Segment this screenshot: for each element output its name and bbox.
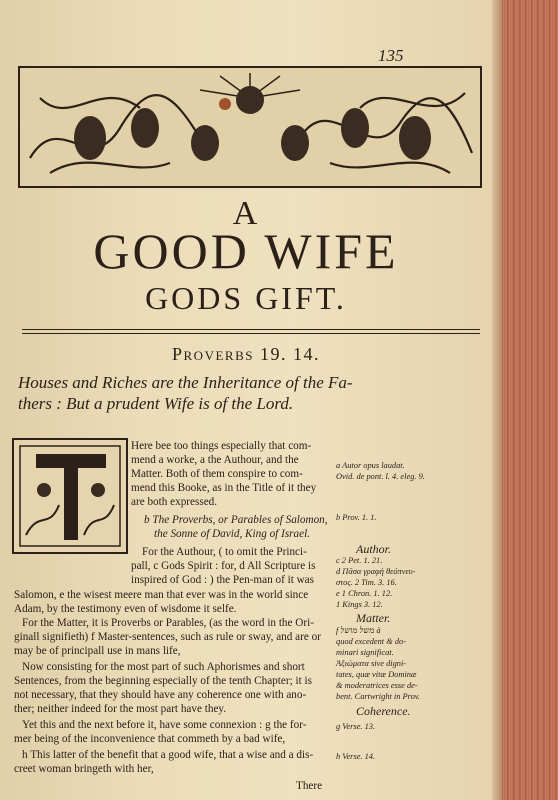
body-line: ther; neither indeed for the most part have they. <box>14 703 227 715</box>
body-line: mer being of the inconvenience that commeth by a bad wife, <box>14 733 286 745</box>
body-line: ginall signifieth) f Master-sentences, such as rule or sway, and are or <box>14 631 321 643</box>
margin-note: b Prov. 1. 1. <box>336 513 377 522</box>
body-line: Here bee too things especially that com- <box>131 440 312 452</box>
body-line: may be of principall use in mans life, <box>14 645 181 657</box>
body-line: pall, c Gods Spirit : for, d All Scripture is <box>131 560 316 572</box>
margin-head-author: Author. <box>356 542 392 556</box>
margin-note: g Verse. 13. <box>336 722 376 731</box>
body-line: mend a worke, a the Authour, and the <box>131 454 299 466</box>
margin-head-coherence: Coherence. <box>356 704 411 718</box>
body-line: not necessary, that they should have any coherence one with ano- <box>14 689 307 701</box>
margin-note: f משל מושל à <box>336 626 381 635</box>
margin-note: h Verse. 14. <box>336 752 376 761</box>
title-rule <box>22 329 480 330</box>
body-line: are both expressed. <box>131 496 218 508</box>
body-line: h This latter of the benefit that a good wife, that a wise and a dis- <box>22 749 314 761</box>
body-line: the Sonne of David, King of Israel. <box>154 528 310 540</box>
body-line: Adam, by the testimony even of wisdome it selfe. <box>14 603 237 615</box>
decorated-initial-T-icon <box>12 438 128 554</box>
margin-note: στος. 2 Tim. 3. 16. <box>336 578 397 587</box>
margin-note: e 1 Chron. 1. 12. <box>336 589 393 598</box>
text-heading: Proverbs 19. 14. <box>172 344 320 364</box>
margin-note: tates, quæ vitæ Dominæ <box>336 670 417 679</box>
margin-note: Ἀξιώματα sive digni- <box>336 659 407 668</box>
margin-note: & moderatrices esse de- <box>336 681 418 690</box>
margin-note: d Πᾶσα γραφὴ θεόπνευ- <box>336 567 416 576</box>
scripture-verse <box>18 372 478 414</box>
margin-note: 1 Kings 3. 12. <box>336 600 383 609</box>
body-line: creet woman bringeth with her, <box>14 763 154 775</box>
verse-line: Houses and Riches are the Inheritance of the Fa- <box>18 373 353 392</box>
body-line: Salomon, e the wisest meere man that ever was in the world since <box>14 589 309 601</box>
title-line-2: GODS GIFT. <box>145 280 347 316</box>
body-line: Sentences, from the beginning especially of the tenth Chapter; it is <box>14 675 312 687</box>
margin-head-matter: Matter. <box>356 611 391 625</box>
verse-line: thers : But a prudent Wife is of the Lord. <box>18 394 294 413</box>
margin-note: minari significat. <box>336 648 394 657</box>
body-line: For the Authour, ( to omit the Princi- <box>142 546 307 558</box>
margin-note: bent. Cartwright in Prov. <box>336 692 420 701</box>
title-article: A <box>232 195 260 232</box>
woodcut-headpiece-icon <box>18 66 482 188</box>
title-line-1: GOOD WIFE <box>93 223 399 279</box>
book-page-edge <box>492 0 558 800</box>
body-line: Yet this and the next before it, have some connexion : g the for- <box>22 719 307 731</box>
margin-note: Ovid. de pont. l. 4. eleg. 9. <box>336 472 425 481</box>
title-rule-thin <box>22 333 480 334</box>
body-line: Now consisting for the most part of such Aphorismes and short <box>22 661 305 673</box>
body-line: For the Matter, it is Proverbs or Parables, (as the word in the Ori- <box>22 617 314 629</box>
body-line: b The Proverbs, or Parables of Salomon, <box>144 514 328 526</box>
margin-note: quod excedent & do- <box>336 637 406 646</box>
body-line: Matter. Both of them conspire to com- <box>131 468 303 480</box>
margin-note: a Autor opus laudat. <box>336 461 405 470</box>
margin-note: c 2 Pet. 1. 21. <box>336 556 383 565</box>
body-line: mend this Booke, as in the Title of it they <box>131 482 317 494</box>
catchword: There <box>296 780 323 792</box>
page-number: 135 <box>378 46 404 65</box>
body-line: inspired of God : ) the Pen-man of it was <box>131 574 315 586</box>
